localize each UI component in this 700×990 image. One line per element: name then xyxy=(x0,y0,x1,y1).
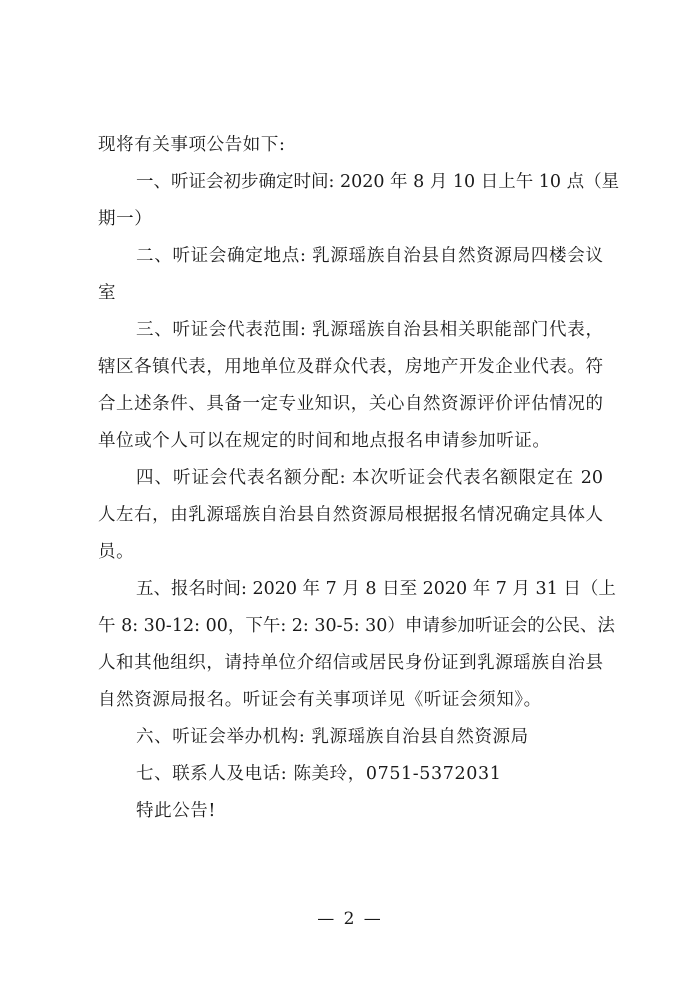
item-1-line-2: 期一） xyxy=(98,209,153,229)
page-number: — 2 — xyxy=(317,909,383,929)
closing-line: 特此公告! xyxy=(136,801,217,821)
item-3-line-1: 三、听证会代表范围: 乳源瑶族自治县相关职能部门代表， xyxy=(136,320,603,340)
intro-line: 现将有关事项公告如下: xyxy=(98,135,286,155)
item-4-line-3: 员。 xyxy=(98,542,135,562)
item-6-line: 六、听证会举办机构: 乳源瑶族自治县自然资源局 xyxy=(136,727,529,747)
item-5-line-4: 自然资源局报名。听证会有关事项详见《听证会须知》。 xyxy=(98,690,542,710)
item-3-line-3: 合上述条件、具备一定专业知识，关心自然资源评价评估情况的 xyxy=(98,394,603,414)
item-4-line-1: 四、听证会代表名额分配: 本次听证会代表名额限定在 20 xyxy=(136,468,603,488)
item-3-line-4: 单位或个人可以在规定的时间和地点报名申请参加听证。 xyxy=(98,431,551,451)
item-3-line-2: 辖区各镇代表，用地单位及群众代表，房地产开发企业代表。符 xyxy=(98,357,603,377)
item-5-line-2: 午 8: 30-12: 00，下午: 2: 30-5: 30）申请参加听证会的公民、法 xyxy=(98,616,615,636)
item-2-line-2: 室 xyxy=(98,283,117,303)
item-1-line-1: 一、听证会初步确定时间: 2020 年 8 月 10 日上午 10 点（星 xyxy=(136,172,620,192)
item-5-line-3: 人和其他组织，请持单位介绍信或居民身份证到乳源瑶族自治县 xyxy=(98,653,603,673)
item-4-line-2: 人左右，由乳源瑶族自治县自然资源局根据报名情况确定具体人 xyxy=(98,505,603,525)
item-2-line-1: 二、听证会确定地点: 乳源瑶族自治县自然资源局四楼会议 xyxy=(136,246,603,266)
item-7-line: 七、联系人及电话: 陈美玲，0751-5372031 xyxy=(136,764,502,784)
item-5-line-1: 五、报名时间: 2020 年 7 月 8 日至 2020 年 7 月 31 日（上 xyxy=(136,579,616,599)
